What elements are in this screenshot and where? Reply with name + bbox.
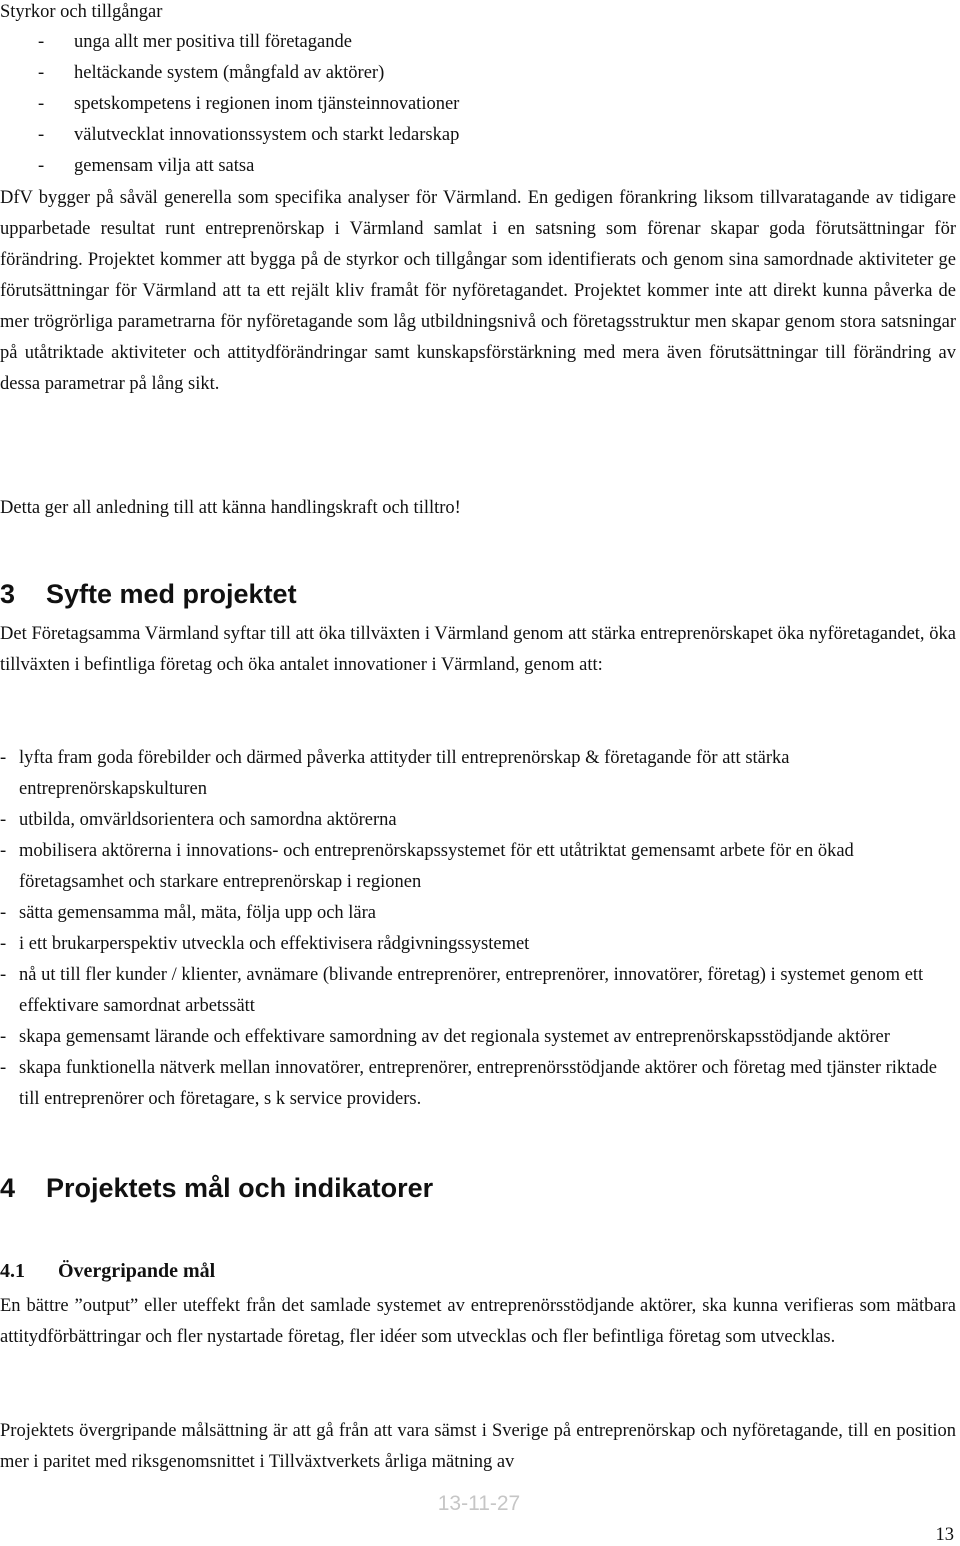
list-item [0,929,956,960]
list-item [0,58,459,89]
list-item-text: välutvecklat innovationssystem och starkt ledarskap [74,125,460,145]
strengths-heading: Styrkor och tillgångar [0,2,163,22]
list-dash: - [38,32,45,52]
section-title: Syfte med projektet [46,579,297,609]
syfte-intro-paragraph: Det Företagsamma Värmland syftar till att öka tillväxten i Värmland genom att stärka entreprenörskapet öka nyföretagandet, öka tillväxten i befintliga företag och öka antalet innovationer i Värmland, genom att: [0,624,956,675]
list-item [0,898,956,929]
section-heading-mal [0,1171,433,1205]
list-item [0,805,956,836]
list-item [0,89,459,120]
list-item-text: skapa gemensamt lärande och effektivare samordning av det regionala systemet av entreprenörskapsstödjande aktörer [19,1027,890,1047]
list-dash: - [0,1027,7,1047]
section-number: 4 [0,1173,16,1203]
list-dash: - [0,934,7,954]
section-title: Projektets mål och indikatorer [46,1173,434,1203]
list-item-text: gemensam vilja att satsa [74,156,255,176]
strengths-list [0,27,459,182]
list-item [0,151,459,182]
conclusion-paragraph: Detta ger all anledning till att känna handlingskraft och tilltro! [0,498,461,518]
section-number: 3 [0,579,16,609]
list-item [0,836,956,898]
list-item-text: lyfta fram goda förebilder och därmed påverka attityder till entreprenörskap & företagande för att stärka entreprenörskapskulturen [19,748,790,799]
list-item-text: heltäckande system (mångfald av aktörer) [74,63,385,83]
list-item-text: skapa funktionella nätverk mellan innovatörer, entreprenörer, entreprenörsstödjande aktörer och företag med tjänster riktade till entreprenörer och företagare, s k service providers. [19,1058,937,1109]
list-dash: - [38,94,45,114]
list-item-text: nå ut till fler kunder / klienter, avnämare (blivande entreprenörer, entreprenörer, innovatörer, företag) i systemet genom ett effektivare samordnat arbetssätt [19,965,924,1016]
list-dash: - [0,965,7,985]
list-item [0,1053,956,1115]
list-dash: - [0,1058,7,1078]
list-dash: - [0,841,7,861]
list-item-text: mobilisera aktörerna i innovations- och entreprenörskapssystemet för ett utåtriktat gemensamt arbete för en ökad företagsamhet och starkare entreprenörskap i regionen [19,841,854,892]
list-item [0,960,956,1022]
list-item-text: unga allt mer positiva till företagande [74,32,352,52]
list-dash: - [38,63,45,83]
subsection-number: 4.1 [0,1260,25,1282]
list-dash: - [38,125,45,145]
output-paragraph: En bättre ”output” eller uteffekt från det samlade systemet av entreprenörsstödjande aktörer, ska kunna verifieras som mätbara attitydförbättringar och fler nystartade företag, fler idéer som utvecklas och fler befintliga företag som utvecklas. [0,1296,956,1347]
syfte-list [0,743,956,1115]
analysis-paragraph: DfV bygger på såväl generella som specifika analyser för Värmland. En gedigen förankring liksom tillvaratagande av tidigare upparbetade resultat runt entreprenörskap i Värmland samlat i en satsning som förenar skapar goda förutsättningar för förändring. Projektet kommer att bygga på de styrkor och tillgångar som identifierats och genom sina samordnade aktiviteter ge förutsättningar för Värmland att ta ett rejält kliv framåt för nyföretagandet. Projektet kommer inte att direkt kunna påverka de mer trögrörliga parametrarna för nyföretagande som låg utbildningsnivå och företagsstruktur men skapar genom stora satsningar på utåtriktade aktiviteter och attitydförändringar samt kunskapsförstärkning med mera även förutsättningar till förändring av dessa parametrar på lång sikt. [0,188,956,394]
page-number: 13 [935,1525,954,1545]
list-dash: - [0,903,7,923]
goal-paragraph: Projektets övergripande målsättning är att gå från att vara sämst i Sverige på entreprenörskap och nyföretagande, till en position mer i paritet med riksgenomsnittet i Tillväxtverkets årliga mätning av [0,1421,956,1472]
section-heading-syfte [0,577,297,611]
list-item [0,743,956,805]
footer-date: 13-11-27 [437,1492,521,1515]
list-item-text: sätta gemensamma mål, mäta, följa upp och lära [19,903,377,923]
list-dash: - [0,810,7,830]
list-item-text: spetskompetens i regionen inom tjänsteinnovationer [74,94,460,114]
subsection-title: Övergripande mål [58,1260,216,1282]
list-dash: - [0,748,7,768]
list-item-text: utbilda, omvärldsorientera och samordna aktörerna [19,810,397,830]
list-item [0,1022,956,1053]
list-item [0,27,459,58]
list-dash: - [38,156,45,176]
subsection-heading-overgripande [0,1256,215,1286]
list-item-text: i ett brukarperspektiv utveckla och effektivisera rådgivningssystemet [19,934,530,954]
list-item [0,120,459,151]
